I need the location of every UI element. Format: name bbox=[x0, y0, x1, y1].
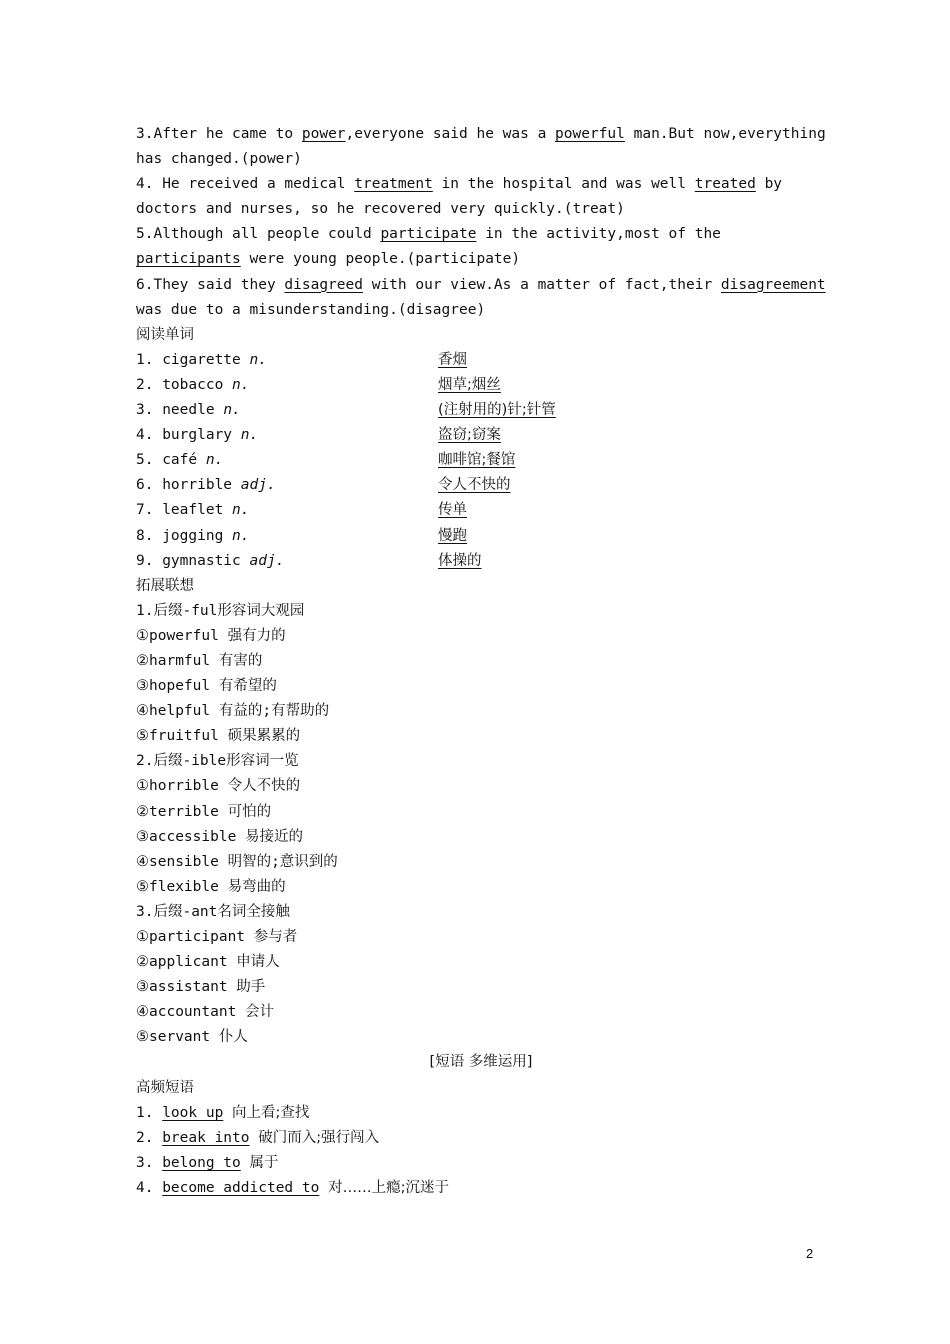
phrase-text: break into bbox=[162, 1129, 250, 1146]
vocab-word: horrible bbox=[162, 477, 233, 494]
vocab-word-cell bbox=[136, 473, 438, 498]
sentence-text: 3.After he came to bbox=[136, 126, 302, 142]
vocab-row bbox=[136, 348, 826, 373]
vocab-word-cell bbox=[136, 348, 438, 373]
vocab-row bbox=[136, 423, 826, 448]
vocab-pos: n. bbox=[240, 427, 259, 444]
vocab-row bbox=[136, 398, 826, 423]
vocab-word: jogging bbox=[162, 527, 224, 544]
group-item: ⑤servant 仆人 bbox=[136, 1029, 248, 1046]
phrases-title: 高频短语 bbox=[136, 1079, 194, 1096]
group-item: ③assistant 助手 bbox=[136, 979, 266, 996]
phrase-meaning: 属于 bbox=[249, 1154, 279, 1171]
vocab-number: 3. bbox=[136, 402, 154, 419]
sentence-text: in the activity,most of the bbox=[476, 226, 730, 243]
vocab-word: burglary bbox=[162, 427, 233, 444]
vocab-meaning: 烟草;烟丝 bbox=[438, 376, 501, 393]
expand-title: 拓展联想 bbox=[136, 577, 194, 594]
sentence-text: 6.They said they bbox=[136, 276, 285, 293]
sentence-text: by doctors and nurses, so he recovered very quickly.(treat) bbox=[136, 176, 791, 218]
vocab-meaning: 传单 bbox=[438, 502, 467, 519]
vocab-row bbox=[136, 373, 826, 398]
group-item: ①powerful 强有力的 bbox=[136, 627, 286, 644]
vocab-meaning: 香烟 bbox=[438, 351, 467, 368]
sentence bbox=[136, 172, 826, 222]
vocab-row bbox=[136, 549, 826, 574]
vocab-pos: n. bbox=[205, 452, 224, 469]
vocab-meaning: 体操的 bbox=[438, 552, 482, 569]
phrase-row bbox=[136, 1151, 826, 1176]
phrase-meaning: 向上看;查找 bbox=[232, 1104, 310, 1121]
vocab-word: needle bbox=[162, 402, 215, 419]
vocab-word: tobacco bbox=[162, 376, 224, 393]
phrase-row bbox=[136, 1176, 826, 1201]
vocab-meaning: 慢跑 bbox=[438, 527, 467, 544]
answer-word: power bbox=[301, 126, 346, 142]
vocab-row bbox=[136, 448, 826, 473]
vocab-meaning: (注射用的)针;针管 bbox=[438, 402, 556, 419]
group-item: ②terrible 可怕的 bbox=[136, 803, 272, 820]
vocab-word-cell bbox=[136, 448, 438, 473]
vocab-meaning: 咖啡馆;餐馆 bbox=[438, 452, 516, 469]
phrase-text: become addicted to bbox=[162, 1179, 320, 1196]
vocab-word-cell bbox=[136, 498, 438, 523]
vocab-word-cell bbox=[136, 549, 438, 574]
answer-word: participants bbox=[136, 251, 241, 268]
phrase-number: 3. bbox=[136, 1154, 154, 1171]
vocab-word-cell bbox=[136, 398, 438, 423]
vocab-word-cell bbox=[136, 423, 438, 448]
group-heading: 2.后缀-ible形容词一览 bbox=[136, 753, 299, 770]
vocab-list bbox=[136, 348, 826, 574]
vocab-word-cell bbox=[136, 373, 438, 398]
answer-word: treatment bbox=[354, 176, 433, 193]
vocab-number: 2. bbox=[136, 376, 154, 393]
sentence bbox=[136, 122, 835, 172]
phrase-number: 4. bbox=[136, 1179, 154, 1196]
sentence-text: 5.Although all people could bbox=[136, 226, 381, 243]
group-heading: 1.后缀-ful形容词大观园 bbox=[136, 602, 305, 619]
vocab-number: 8. bbox=[136, 527, 154, 544]
group-item: ⑤fruitful 硕果累累的 bbox=[136, 728, 301, 745]
vocab-word: café bbox=[162, 452, 198, 469]
vocab-pos: adj. bbox=[240, 477, 276, 494]
vocab-pos: n. bbox=[232, 502, 250, 519]
sentence bbox=[136, 222, 826, 272]
vocab-word-cell bbox=[136, 524, 438, 549]
answer-word: disagreed bbox=[284, 276, 363, 293]
vocab-row bbox=[136, 473, 826, 498]
vocab-pos: n. bbox=[223, 402, 241, 419]
sentence-text: were young people.(participate) bbox=[240, 251, 521, 268]
page-number: 2 bbox=[806, 1246, 814, 1261]
vocab-meaning: 盗窃;窃案 bbox=[438, 427, 501, 444]
group-item: ②harmful 有害的 bbox=[136, 652, 263, 669]
vocab-row bbox=[136, 524, 826, 549]
document-body bbox=[136, 122, 835, 1201]
phrase-meaning: 对……上瘾;沉迷于 bbox=[328, 1179, 449, 1196]
vocab-pos: adj. bbox=[249, 552, 285, 569]
group-heading: 3.后缀-ant名词全接触 bbox=[136, 903, 290, 920]
group-item: ④accountant 会计 bbox=[136, 1004, 275, 1021]
vocab-number: 9. bbox=[136, 552, 154, 569]
sentence-text: man.But now,everything has changed.(power) bbox=[136, 126, 835, 168]
phrase-list bbox=[136, 1101, 826, 1201]
vocab-pos: n. bbox=[232, 527, 250, 544]
reading-title: 阅读单词 bbox=[136, 326, 194, 343]
sentence-text: ,everyone said he was a bbox=[345, 126, 556, 142]
vocab-word: leaflet bbox=[162, 502, 224, 519]
sentence-text: in the hospital and was well bbox=[432, 176, 695, 193]
answer-word: treated bbox=[694, 176, 756, 193]
vocab-meaning: 令人不快的 bbox=[438, 477, 511, 494]
group-item: ①horrible 令人不快的 bbox=[136, 778, 301, 795]
answer-word: powerful bbox=[555, 126, 625, 142]
vocab-number: 7. bbox=[136, 502, 154, 519]
answer-word: disagreement bbox=[720, 276, 826, 293]
phrase-text: look up bbox=[162, 1104, 224, 1121]
group-item: ①participant 参与者 bbox=[136, 929, 298, 945]
sentence bbox=[136, 273, 835, 323]
vocab-row bbox=[136, 498, 826, 523]
section-title: [短语 多维运用] bbox=[429, 1054, 533, 1071]
group-item: ⑤flexible 易弯曲的 bbox=[136, 878, 286, 895]
phrase-number: 1. bbox=[136, 1104, 154, 1121]
sentence-text: 4. He received a medical bbox=[136, 176, 355, 193]
vocab-pos: n. bbox=[249, 351, 267, 368]
group-item: ③hopeful 有希望的 bbox=[136, 678, 277, 695]
group-item: ③accessible 易接近的 bbox=[136, 828, 304, 845]
phrase-number: 2. bbox=[136, 1129, 154, 1146]
vocab-number: 5. bbox=[136, 452, 154, 469]
sentence-list bbox=[136, 122, 835, 323]
vocab-number: 4. bbox=[136, 427, 154, 444]
phrase-meaning: 破门而入;强行闯入 bbox=[258, 1129, 380, 1146]
answer-word: participate bbox=[380, 226, 477, 243]
vocab-word: cigarette bbox=[162, 351, 241, 368]
vocab-number: 6. bbox=[136, 477, 154, 494]
vocab-number: 1. bbox=[136, 351, 154, 368]
phrase-row bbox=[136, 1101, 826, 1126]
phrase-row bbox=[136, 1126, 826, 1151]
group-item: ④helpful 有益的;有帮助的 bbox=[136, 703, 330, 720]
suffix-groups bbox=[136, 599, 826, 1051]
sentence-text: with our view.As a matter of fact,their bbox=[362, 276, 721, 293]
vocab-pos: n. bbox=[232, 376, 250, 393]
phrase-text: belong to bbox=[162, 1154, 241, 1171]
group-item: ④sensible 明智的;意识到的 bbox=[136, 853, 338, 870]
vocab-word: gymnastic bbox=[162, 552, 241, 569]
sentence-text: was due to a misunderstanding.(disagree) bbox=[136, 276, 835, 318]
group-item: ②applicant 申请人 bbox=[136, 954, 280, 971]
